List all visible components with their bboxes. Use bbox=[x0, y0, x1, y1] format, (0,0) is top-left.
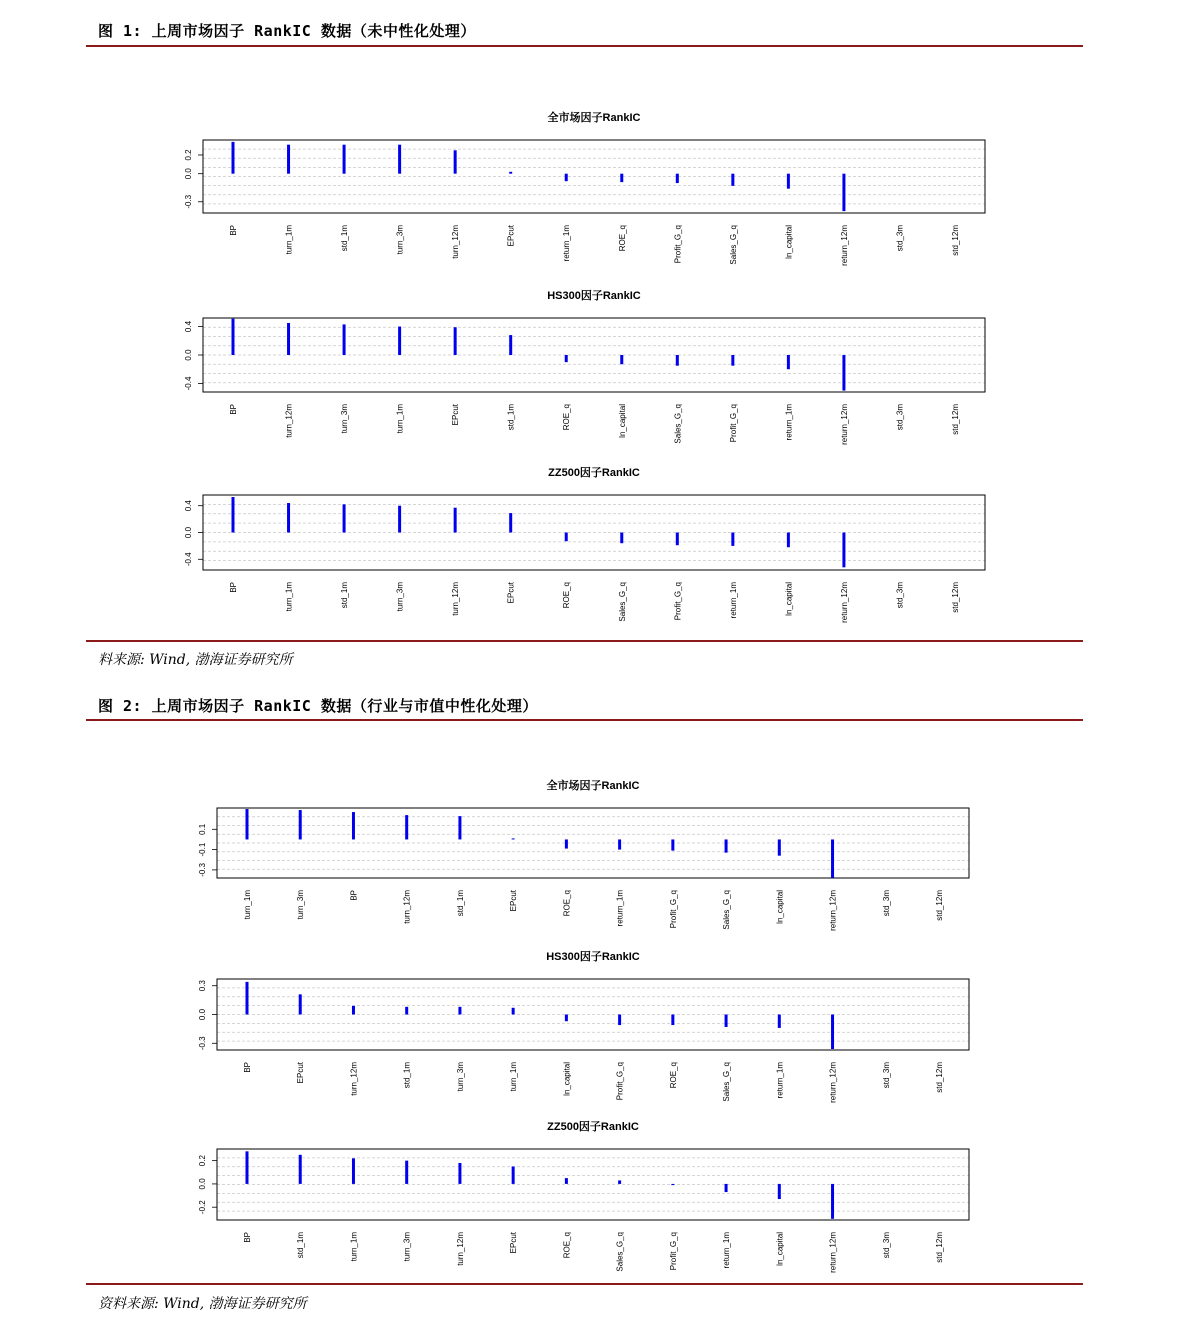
bar bbox=[398, 327, 401, 355]
bar bbox=[778, 1184, 781, 1199]
bar bbox=[405, 1161, 408, 1184]
bar bbox=[458, 1007, 461, 1015]
chart-title: HS300因子RankIC bbox=[546, 951, 640, 963]
bar bbox=[509, 513, 512, 532]
chart-title: 全市场因子RankIC bbox=[546, 780, 640, 792]
x-tick-label: Sales_G_q bbox=[728, 225, 738, 265]
x-tick-label: return_1m bbox=[615, 890, 625, 927]
x-tick-label: std_3m bbox=[895, 225, 905, 252]
bar bbox=[343, 145, 346, 174]
x-tick-label: std_3m bbox=[895, 404, 905, 431]
bar bbox=[671, 839, 674, 850]
x-tick-label: turn_12m bbox=[451, 582, 461, 616]
x-tick-label: turn_3m bbox=[455, 1062, 465, 1092]
bar bbox=[352, 812, 355, 839]
x-tick-label: Sales_G_q bbox=[722, 1062, 732, 1102]
figure-1-bottom-rule bbox=[86, 640, 1083, 642]
bar bbox=[398, 145, 401, 174]
x-tick-label: return_12m bbox=[828, 890, 838, 931]
x-tick-label: return_1m bbox=[728, 582, 738, 619]
x-tick-label: EPcut bbox=[506, 582, 516, 604]
x-tick-label: turn_1m bbox=[243, 890, 252, 920]
x-tick-label: BP bbox=[229, 404, 238, 415]
x-tick-label: std_12m bbox=[935, 1232, 944, 1263]
x-tick-label: std_3m bbox=[895, 582, 905, 609]
y-tick-label: -0.3 bbox=[198, 862, 207, 877]
figure-1-source: 料来源: Wind, 渤海证券研究所 bbox=[98, 652, 293, 668]
bar bbox=[246, 982, 249, 1015]
x-tick-label: std_1m bbox=[506, 404, 516, 431]
x-tick-label: return_12m bbox=[839, 404, 849, 445]
x-tick-label: turn_12m bbox=[455, 1232, 465, 1266]
y-tick-label: -0.1 bbox=[198, 842, 207, 857]
bar bbox=[787, 533, 790, 548]
x-tick-label: std_1m bbox=[340, 582, 350, 609]
x-tick-label: ln_capital bbox=[775, 1232, 785, 1266]
x-tick-label: Sales_G_q bbox=[673, 404, 683, 444]
x-tick-label: ROE_q bbox=[562, 890, 572, 917]
x-tick-label: turn_12m bbox=[349, 1062, 359, 1096]
bar bbox=[620, 355, 623, 364]
chart-title: HS300因子RankIC bbox=[547, 290, 641, 302]
figure-2-chart-3 bbox=[0, 1114, 1191, 1289]
x-tick-label: BP bbox=[349, 890, 359, 901]
x-tick-label: Profit_G_q bbox=[728, 404, 738, 443]
y-tick-label: 0.3 bbox=[198, 980, 207, 992]
x-tick-label: ln_capital bbox=[784, 225, 794, 259]
x-tick-label: Sales_G_q bbox=[722, 890, 732, 930]
bar bbox=[454, 508, 457, 533]
x-tick-label: std_1m bbox=[455, 890, 465, 917]
x-tick-label: std_1m bbox=[402, 1062, 412, 1089]
x-tick-label: std_3m bbox=[881, 1232, 891, 1259]
chart-title: ZZ500因子RankIC bbox=[548, 467, 640, 479]
x-tick-label: turn_12m bbox=[402, 890, 412, 924]
y-tick-label: -0.4 bbox=[184, 552, 193, 567]
x-tick-label: std_12m bbox=[951, 404, 960, 435]
x-tick-label: turn_1m bbox=[395, 404, 405, 434]
figure-2-source: 资料来源: Wind, 渤海证券研究所 bbox=[98, 1296, 307, 1312]
bar bbox=[731, 174, 734, 186]
x-tick-label: return_12m bbox=[839, 582, 849, 623]
y-tick-label: -0.3 bbox=[184, 194, 193, 209]
x-tick-label: Profit_G_q bbox=[668, 890, 678, 929]
x-tick-label: return_12m bbox=[839, 225, 849, 266]
x-tick-label: Profit_G_q bbox=[668, 1232, 678, 1271]
bar bbox=[618, 1015, 621, 1026]
bar bbox=[458, 816, 461, 839]
bar bbox=[725, 1184, 728, 1192]
bar bbox=[454, 327, 457, 355]
x-tick-label: ln_capital bbox=[775, 890, 785, 924]
figure-2-top-rule bbox=[86, 719, 1083, 721]
x-tick-label: ROE_q bbox=[562, 1232, 572, 1259]
bar bbox=[787, 174, 790, 189]
x-tick-label: turn_3m bbox=[395, 225, 405, 255]
y-tick-label: 0.0 bbox=[184, 349, 193, 361]
bar bbox=[299, 1155, 302, 1184]
x-tick-label: turn_12m bbox=[284, 404, 294, 438]
bar bbox=[676, 355, 679, 366]
x-tick-label: ln_capital bbox=[562, 1062, 572, 1096]
x-tick-label: turn_3m bbox=[402, 1232, 412, 1262]
bar bbox=[232, 497, 235, 532]
x-tick-label: EPcut bbox=[506, 225, 516, 247]
bar bbox=[454, 150, 457, 173]
x-tick-label: std_12m bbox=[935, 890, 944, 921]
x-tick-label: ROE_q bbox=[617, 225, 627, 252]
bar bbox=[831, 839, 834, 878]
x-tick-label: return_1m bbox=[722, 1232, 732, 1269]
bar bbox=[787, 355, 790, 369]
x-tick-label: BP bbox=[229, 582, 238, 593]
x-tick-label: std_1m bbox=[296, 1232, 306, 1259]
bar bbox=[842, 174, 845, 211]
figure-1-chart-1 bbox=[0, 105, 1191, 280]
x-tick-label: ROE_q bbox=[668, 1062, 678, 1089]
bar bbox=[405, 1007, 408, 1015]
x-tick-label: EPcut bbox=[451, 404, 461, 426]
bar bbox=[287, 503, 290, 532]
x-tick-label: std_1m bbox=[340, 225, 350, 252]
x-tick-label: std_3m bbox=[881, 1062, 891, 1089]
x-tick-label: turn_1m bbox=[509, 1062, 519, 1092]
x-tick-label: Profit_G_q bbox=[673, 582, 683, 621]
bar bbox=[246, 809, 249, 839]
bar bbox=[232, 142, 235, 174]
bar bbox=[343, 324, 346, 355]
bar bbox=[352, 1006, 355, 1015]
x-tick-label: EPcut bbox=[296, 1062, 306, 1084]
bar bbox=[618, 1180, 621, 1183]
bar bbox=[778, 1015, 781, 1028]
x-tick-label: return_1m bbox=[775, 1062, 785, 1099]
bar bbox=[512, 1008, 515, 1015]
bar bbox=[232, 319, 235, 355]
x-tick-label: std_3m bbox=[881, 890, 891, 917]
figure-1-chart-2 bbox=[0, 283, 1191, 458]
bar bbox=[565, 355, 568, 362]
bar bbox=[398, 506, 401, 533]
x-tick-label: turn_3m bbox=[340, 404, 350, 434]
bar bbox=[565, 839, 568, 848]
bar bbox=[565, 1178, 568, 1184]
x-tick-label: return_1m bbox=[562, 225, 572, 262]
figure-1-chart-3 bbox=[0, 460, 1191, 635]
y-tick-label: 0.0 bbox=[198, 1178, 207, 1190]
bar bbox=[299, 810, 302, 839]
bar bbox=[731, 533, 734, 546]
bar bbox=[842, 533, 845, 568]
x-tick-label: EPcut bbox=[509, 890, 519, 912]
x-tick-label: EPcut bbox=[509, 1232, 519, 1254]
bar bbox=[831, 1184, 834, 1219]
x-tick-label: Profit_G_q bbox=[615, 1062, 625, 1101]
x-tick-label: BP bbox=[243, 1232, 252, 1243]
chart-title: ZZ500因子RankIC bbox=[547, 1121, 639, 1133]
bar bbox=[512, 1166, 515, 1183]
bar bbox=[405, 815, 408, 839]
bar bbox=[565, 533, 568, 542]
bar bbox=[565, 1015, 568, 1022]
y-tick-label: 0.0 bbox=[184, 526, 193, 539]
y-tick-label: 0.0 bbox=[198, 1008, 207, 1021]
bar bbox=[842, 355, 845, 391]
x-tick-label: ln_capital bbox=[784, 582, 794, 616]
bar bbox=[831, 1015, 834, 1050]
bar bbox=[731, 355, 734, 366]
bar bbox=[565, 174, 568, 181]
bar bbox=[671, 1015, 674, 1026]
bar bbox=[512, 838, 515, 839]
x-tick-label: BP bbox=[243, 1062, 252, 1073]
figure-2-title: 图 2: 上周市场因子 RankIC 数据（行业与市值中性化处理） bbox=[98, 697, 538, 715]
bar bbox=[458, 1163, 461, 1184]
bar bbox=[287, 145, 290, 174]
y-tick-label: 0.1 bbox=[198, 823, 207, 835]
bar bbox=[676, 174, 679, 183]
x-tick-label: std_12m bbox=[951, 582, 960, 613]
y-tick-label: 0.2 bbox=[184, 149, 193, 161]
x-tick-label: ROE_q bbox=[562, 582, 572, 609]
bar bbox=[287, 323, 290, 355]
bar bbox=[352, 1158, 355, 1184]
x-tick-label: turn_12m bbox=[451, 225, 461, 259]
figure-2-bottom-rule bbox=[86, 1283, 1083, 1285]
x-tick-label: turn_1m bbox=[349, 1232, 359, 1262]
bar bbox=[509, 335, 512, 355]
bar bbox=[676, 533, 679, 546]
x-tick-label: std_12m bbox=[935, 1062, 944, 1093]
x-tick-label: ln_capital bbox=[617, 404, 627, 438]
x-tick-label: Profit_G_q bbox=[673, 225, 683, 264]
x-tick-label: return_12m bbox=[828, 1062, 838, 1103]
x-tick-label: turn_3m bbox=[395, 582, 405, 612]
y-tick-label: 0.4 bbox=[184, 320, 193, 333]
x-tick-label: turn_1m bbox=[284, 225, 294, 255]
bar bbox=[671, 1184, 674, 1185]
y-tick-label: 0.4 bbox=[184, 500, 193, 512]
figure-2-chart-2 bbox=[0, 944, 1191, 1119]
x-tick-label: return_1m bbox=[784, 404, 794, 441]
x-tick-label: turn_3m bbox=[296, 890, 306, 920]
y-tick-label: -0.2 bbox=[198, 1200, 207, 1215]
x-tick-label: std_12m bbox=[951, 225, 960, 256]
x-tick-label: Sales_G_q bbox=[615, 1232, 625, 1272]
figure-1-title: 图 1: 上周市场因子 RankIC 数据（未中性化处理） bbox=[98, 22, 476, 40]
x-tick-label: turn_1m bbox=[284, 582, 294, 612]
figure-1-top-rule bbox=[86, 45, 1083, 47]
x-tick-label: return_12m bbox=[828, 1232, 838, 1273]
bar bbox=[343, 504, 346, 532]
x-tick-label: BP bbox=[229, 225, 238, 236]
x-tick-label: Sales_G_q bbox=[617, 582, 627, 622]
bar bbox=[620, 533, 623, 544]
chart-title: 全市场因子RankIC bbox=[547, 112, 641, 124]
figure-2-chart-1 bbox=[0, 773, 1191, 948]
bar bbox=[246, 1151, 249, 1184]
bar bbox=[509, 172, 512, 174]
y-tick-label: -0.4 bbox=[184, 376, 193, 391]
y-tick-label: 0.2 bbox=[198, 1155, 207, 1167]
bar bbox=[620, 174, 623, 182]
x-tick-label: ROE_q bbox=[562, 404, 572, 431]
y-tick-label: 0.0 bbox=[184, 168, 193, 180]
bar bbox=[725, 839, 728, 852]
bar bbox=[778, 839, 781, 855]
bar bbox=[618, 839, 621, 849]
bar bbox=[299, 994, 302, 1014]
bar bbox=[725, 1015, 728, 1027]
y-tick-label: -0.3 bbox=[198, 1036, 207, 1051]
